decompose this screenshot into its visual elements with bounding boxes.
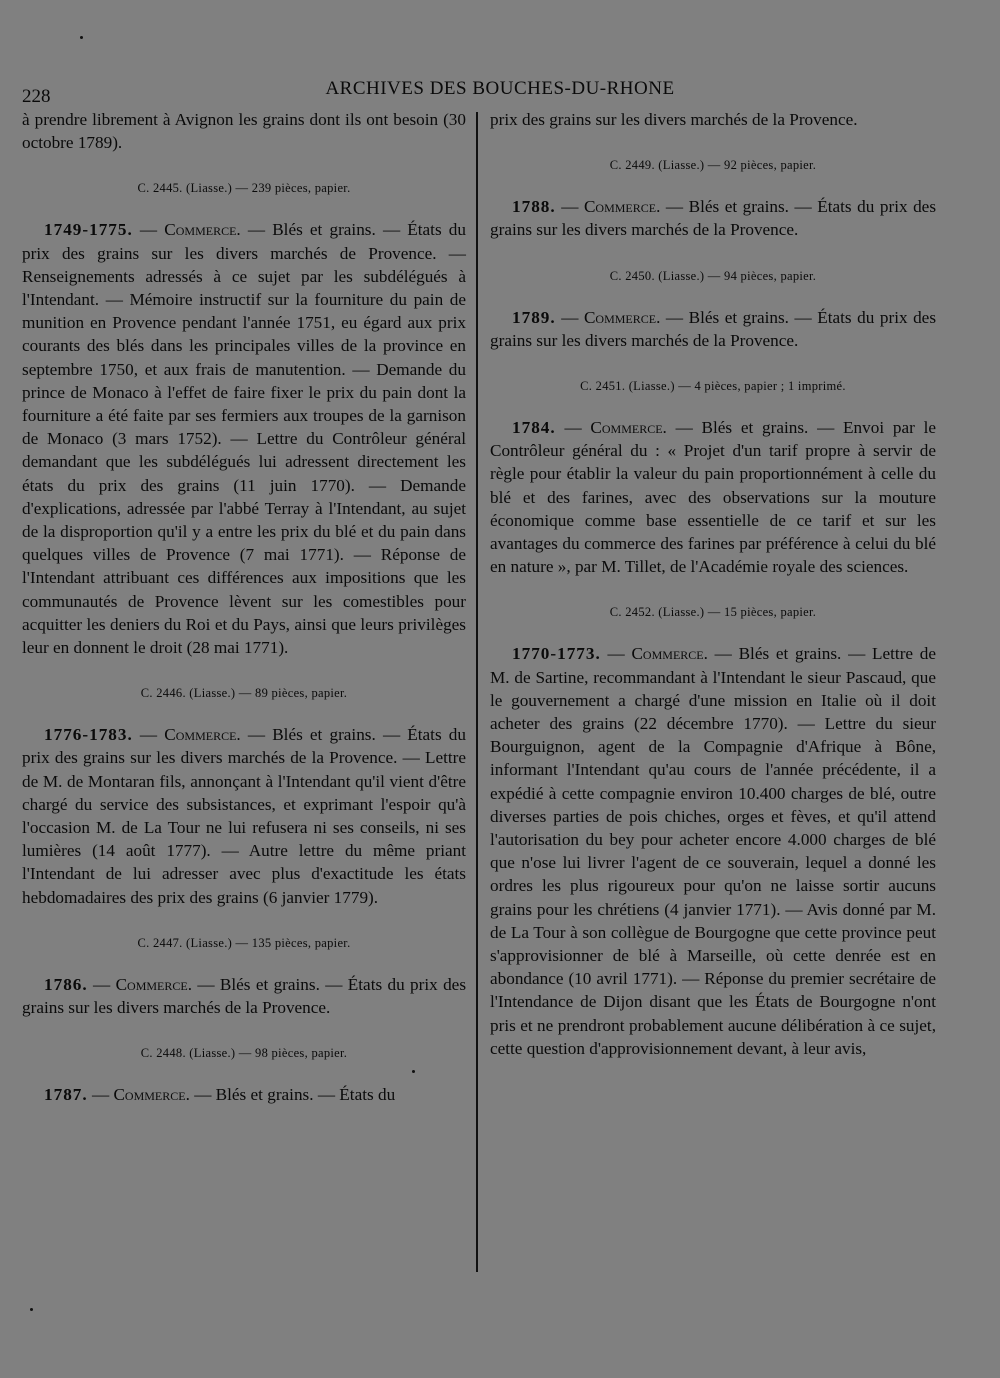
entry-paragraph: 1787. — Commerce. — Blés et grains. — États du xyxy=(44,1085,396,1105)
entry-date: 1788. xyxy=(512,197,556,217)
scan-speck xyxy=(30,1308,33,1311)
entry-body: — Blés et grains. — États du prix des grains sur les divers marchés de la Provence. xyxy=(22,974,467,1018)
entry-paragraph: 1784. — Commerce. — Blés et grains. — Envoi par le Contrôleur général du : « Projet d'un tarif propre à servir de règle pour établir la valeur du pain proportionnément à celle du blé et des farines, avec des observations sur la mouture économique comme base essentielle de ce tarif et sur les avantages du commerce des farines par préférence à celui du blé en nature », par M. Tillet, de l'Académie royale des sciences. xyxy=(490,418,936,577)
entry-body: — Blés et grains. — États du prix des grains sur les divers marchés de la Provence. xyxy=(490,307,937,350)
entry-category: Commerce. xyxy=(583,307,661,327)
entry-category: Commerce. xyxy=(631,644,708,664)
entry-body: — Blés et grains. — Envoi par le Contrôleur général du : « Projet d'un tarif propre à servir de règle pour établir la valeur du pain proportionnément à celle du blé et des farines, avec des observations sur la mouture économique comme base essentielle de ce tarif et sur les avantages du commerce des farines par préférence à celui du blé en nature », par M. Tillet, de l'Académie royale des sciences. xyxy=(490,418,936,577)
left-column xyxy=(22,108,466,1107)
entry-date: 1787. xyxy=(44,1085,88,1105)
archive-reference: C. 2451. (Liasse.) — 4 pièces, papier ; 1 imprimé. xyxy=(580,379,846,394)
entry-date: 1776-1783. xyxy=(44,725,133,745)
entry-body: — Blés et grains. — États du prix des grains sur les divers marchés de la Provence. xyxy=(490,197,937,240)
entry-body: — Blés et grains. — États du xyxy=(194,1085,396,1105)
entry-body: — Blés et grains. — États du prix des grains sur les divers marchés de Provence. — Renseignements adressés à ce sujet par les subdélégués à l'Intendant. — Mémoire instructif sur la fourniture du pain de munition en Provence pendant l'année 1751, eu égard aux prix courants des blés dans les principales villes de la province en septembre 1750, et aux frais de manutention. — Demande du prince de Monaco à l'effet de faire fixer le prix du pain dont la fourniture a été faite par ses fermiers aux troupes de la garnison de Monaco (3 mars 1752). — Lettre du Contrôleur général demandant que les subdélégués lui adressent directement les états du prix des grains (11 juin 1770). — Demande d'explications, adressée par l'abbé Terray à l'Intendant, au sujet de la disproportion qu'il y a entre les prix du blé et du pain dans quelques villes de Provence (7 mai 1771). — Réponse de l'Intendant attribuant ces différences aux impositions que les communautés de Provence lèvent sur les comestibles pour acquitter les deniers du Roi et du Pays, ainsi que leurs privilèges leur en donnent le droit (28 mai 1771). xyxy=(22,220,466,658)
archive-reference: C. 2449. (Liasse.) — 92 pièces, papier. xyxy=(609,158,817,173)
entry-category: Commerce. xyxy=(164,725,241,745)
running-title: ARCHIVES DES BOUCHES-DU-RHONE xyxy=(325,78,675,99)
entry-category: Commerce. xyxy=(590,418,667,438)
entry-date: 1770-1773. xyxy=(512,644,601,664)
entry-date: 1786. xyxy=(44,974,88,994)
column-divider xyxy=(476,112,478,1272)
entry-category: Commerce. xyxy=(115,974,193,994)
continuation-text: à prendre librement à Avignon les grains dont ils ont besoin (30 octobre 1789). xyxy=(22,110,466,153)
archive-reference: C. 2452. (Liasse.) — 15 pièces, papier. xyxy=(609,605,817,620)
entry-paragraph: 1788. — Commerce. — Blés et grains. — États du prix des grains sur les divers marchés de la Provence. xyxy=(490,197,937,240)
entry-category: Commerce. xyxy=(113,1085,190,1105)
archive-reference: C. 2450. (Liasse.) — 94 pièces, papier. xyxy=(609,268,817,283)
scan-speck xyxy=(412,1070,415,1073)
page-number: 228 xyxy=(22,86,51,107)
scan-speck xyxy=(80,36,83,39)
entry-date: 1749-1775. xyxy=(44,220,133,240)
continuation-text: prix des grains sur les divers marchés de la Provence. xyxy=(490,110,858,129)
entry-body: — Blés et grains. — Lettre de M. de Sartine, recommandant à l'Intendant le sieur Pascaud, que le gouvernement a chargé d'une mission en Italie où il doit acheter des grains (22 décembre 1770). — Lettre du sieur Bourguignon, agent de la Compagnie d'Afrique à Bône, informant l'Intendant qu'au cours de l'année précédente, il a expédié à cette compagnie environ 10.400 charges de blé, outre diverses parties de pois chiches, orges et fèves, et qu'il attend l'autorisation du bey pour acheter encore 4.000 charges de blé que n'ose lui livrer l'agent de ce souverain, lequel a donné les ordres les plus rigoureux pour qu'on ne laisse sortir aucuns grains pour les chrétiens (4 janvier 1771). — Avis donné par M. de La Tour à son collègue de Bourgogne que cette province peut s'approvisionner de blé à Marseille, où cette denrée est en abondance (10 avril 1771). — Réponse du premier secrétaire de l'Intendance de Dijon disant que les États de Bourgogne n'ont pris et ne prendront probablement aucune délibération à ce sujet, cette question d'approvisionnement devant, à leur avis, xyxy=(490,644,937,1058)
entry-paragraph: 1770-1773. — Commerce. — Blés et grains. — Lettre de M. de Sartine, recommandant à l'Intendant le sieur Pascaud, que le gouvernement a chargé d'une mission en Italie où il doit acheter des grains (22 décembre 1770). — Lettre du sieur Bourguignon, agent de la Compagnie d'Afrique à Bône, informant l'Intendant qu'au cours de l'année précédente, il a expédié à cette compagnie environ 10.400 charges de blé, outre diverses parties de pois chiches, orges et fèves, et qu'il attend l'autorisation du bey pour acheter encore 4.000 charges de blé que n'ose lui livrer l'agent de ce souverain, lequel a donné les ordres les plus rigoureux pour qu'on ne laisse sortir aucuns grains pour les chrétiens (4 janvier 1771). — Avis donné par M. de La Tour à son collègue de Bourgogne que cette province peut s'approvisionner de blé à Marseille, où cette denrée est en abondance (10 avril 1771). — Réponse du premier secrétaire de l'Intendance de Dijon disant que les États de Bourgogne n'ont pris et ne prendront probablement aucune délibération à ce sujet, cette question d'approvisionnement devant, à leur avis, xyxy=(490,644,937,1058)
entry-paragraph: 1749-1775. — Commerce. — Blés et grains. — États du prix des grains sur les divers marchés de Provence. — Renseignements adressés à ce sujet par les subdélégués à l'Intendant. — Mémoire instructif sur la fourniture du pain de munition en Provence pendant l'année 1751, eu égard aux prix courants des blés dans les principales villes de la province en septembre 1750, et aux frais de manutention. — Demande du prince de Monaco à l'effet de faire fixer le prix du pain dont la fourniture a été faite par ses fermiers aux troupes de la garnison de Monaco (3 mars 1752). — Lettre du Contrôleur général demandant que les subdélégués lui adressent directement les états du prix des grains (11 juin 1770). — Demande d'explications, adressée par l'abbé Terray à l'Intendant, au sujet de la disproportion qu'il y a entre les prix du blé et du pain dans quelques villes de Provence (7 mai 1771). — Réponse de l'Intendant attribuant ces différences aux impositions que les communautés de Provence lèvent sur les comestibles pour acquitter les deniers du Roi et du Pays, ainsi que leurs privilèges leur en donnent le droit (28 mai 1771). xyxy=(22,220,466,658)
right-column xyxy=(490,108,936,1060)
entry-date: 1784. xyxy=(512,418,556,438)
archive-reference: C. 2445. (Liasse.) — 239 pièces, papier. xyxy=(137,181,351,196)
entry-paragraph: 1776-1783. — Commerce. — Blés et grains. — États du prix des grains sur les divers marchés de la Provence. — Lettre de M. de Montaran fils, annonçant à l'Intendant qu'il vient d'être chargé du service des subsistances, et exprimant l'espoir qu'à l'occasion M. de La Tour ne lui refusera ni ses conseils, ni ses lumières (14 août 1777). — Autre lettre du même priant l'Intendant de lui adresser avec plus d'exactitude les états hebdomadaires des prix des grains (6 janvier 1779). xyxy=(22,725,466,907)
entry-category: Commerce. xyxy=(583,197,661,217)
archive-reference: C. 2448. (Liasse.) — 98 pièces, papier. xyxy=(140,1046,348,1061)
entry-body: — Blés et grains. — États du prix des grains sur les divers marchés de la Provence. — Lettre de M. de Montaran fils, annonçant à l'Intendant qu'il vient d'être chargé du service des subsistances, et exprimant l'espoir qu'à l'occasion M. de La Tour ne lui refusera ni ses conseils, ni ses lumières (14 août 1777). — Autre lettre du même priant l'Intendant de lui adresser avec plus d'exactitude les états hebdomadaires des prix des grains (6 janvier 1779). xyxy=(22,725,466,907)
archive-reference: C. 2447. (Liasse.) — 135 pièces, papier. xyxy=(137,935,351,950)
entry-category: Commerce. xyxy=(164,220,241,240)
entry-date: 1789. xyxy=(512,307,556,327)
entry-paragraph: 1789. — Commerce. — Blés et grains. — États du prix des grains sur les divers marchés de la Provence. xyxy=(490,307,937,350)
entry-paragraph: 1786. — Commerce. — Blés et grains. — États du prix des grains sur les divers marchés de la Provence. xyxy=(22,974,467,1018)
archive-reference: C. 2446. (Liasse.) — 89 pièces, papier. xyxy=(140,686,348,701)
